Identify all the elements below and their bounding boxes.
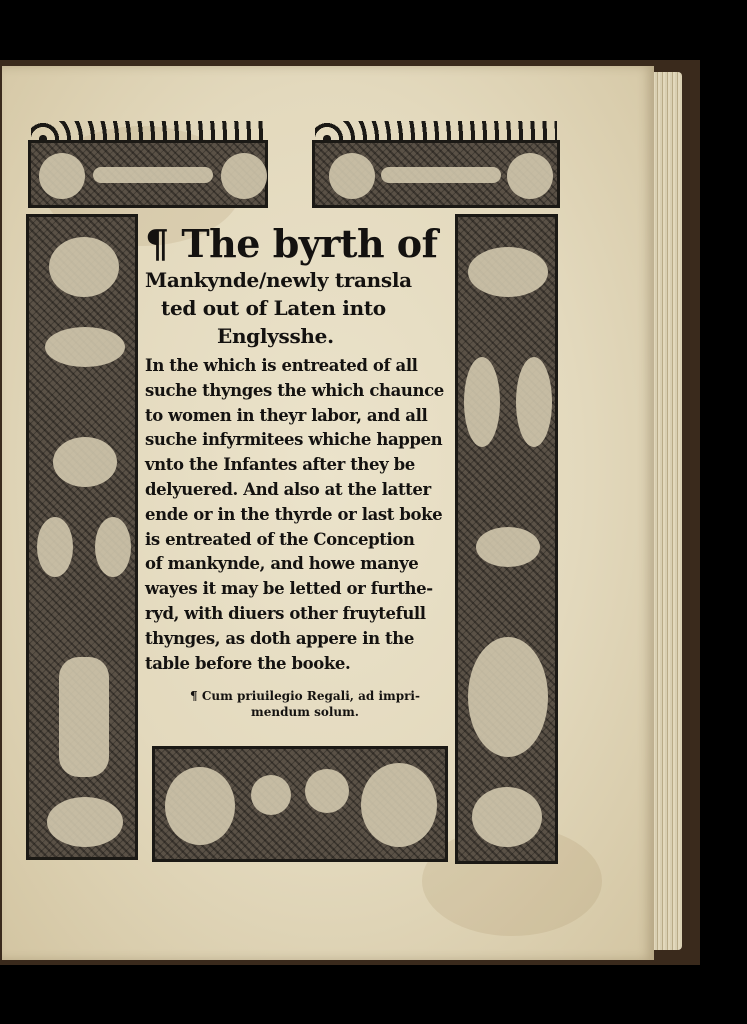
left-woodcut-border [26, 214, 138, 860]
privilege-statement [175, 688, 435, 720]
privilege-line-2: mendum solum. [251, 705, 359, 719]
bottom-woodcut-panel [152, 746, 448, 862]
description-line: In the which is entreated of all [145, 356, 418, 375]
rose-ornament-icon [39, 153, 85, 199]
description-line: wayes it may be letted or furthe- [145, 579, 433, 599]
bowl-ornament-icon [476, 527, 540, 567]
scroll-ornament-icon [93, 167, 213, 183]
description-line: is entreated of the Conception [145, 529, 415, 549]
description-paragraph [145, 354, 450, 676]
leaf-ornament-icon [516, 357, 552, 447]
description-line: vnto the Infantes after they be [145, 455, 415, 475]
urn-ornament-icon [468, 247, 548, 297]
scroll-ornament-icon [381, 167, 501, 183]
flower-icon [305, 769, 349, 813]
title-line-4: Englysshe. [217, 324, 334, 348]
beast-figure-icon [37, 517, 73, 577]
description-line: ende or in the thyrde or last boke [145, 504, 443, 524]
vase-ornament-icon [53, 437, 117, 487]
leaf-ornament-icon [464, 357, 500, 447]
frieze-crest [315, 121, 557, 143]
description-line: thynges, as doth appere in the [145, 628, 414, 648]
urn-ornament-icon [49, 237, 119, 297]
beast-figure-icon [95, 517, 131, 577]
description-line: delyuered. And also at the latter [145, 479, 431, 499]
candelabrum-ornament-icon [59, 657, 109, 777]
description-line: of mankynde, and howe manye [145, 554, 419, 574]
flower-icon [251, 775, 291, 815]
top-right-frieze [312, 140, 560, 208]
creature-ornament-icon [472, 787, 542, 847]
description-line: ryd, with diuers other fruytefull [145, 603, 426, 623]
top-left-frieze [28, 140, 268, 208]
privilege-line-1: ¶ Cum priuilegio Regali, ad impri- [190, 689, 420, 703]
title-line-2: Mankynde/newly transla [145, 268, 412, 292]
description-line: suche infyrmitees whiche happen [145, 430, 443, 450]
description-line: table before the booke. [145, 653, 351, 673]
base-ornament-icon [47, 797, 123, 847]
foliage-ornament-icon [468, 637, 548, 757]
monkey-figure-icon [165, 767, 235, 845]
vase-ornament-icon [45, 327, 125, 367]
rose-ornament-icon [329, 153, 375, 199]
title-text-block [145, 222, 450, 676]
frieze-crest [31, 121, 265, 143]
title-line-1: ¶ The byrth of [145, 221, 438, 266]
monkey-figure-icon [361, 763, 437, 847]
description-line: to women in theyr labor, and all [145, 405, 428, 425]
rose-ornament-icon [221, 153, 267, 199]
right-woodcut-border [455, 214, 558, 864]
rose-ornament-icon [507, 153, 553, 199]
title-line-3: ted out of Laten into [161, 296, 386, 320]
description-line: suche thynges the which chaunce [145, 380, 444, 400]
